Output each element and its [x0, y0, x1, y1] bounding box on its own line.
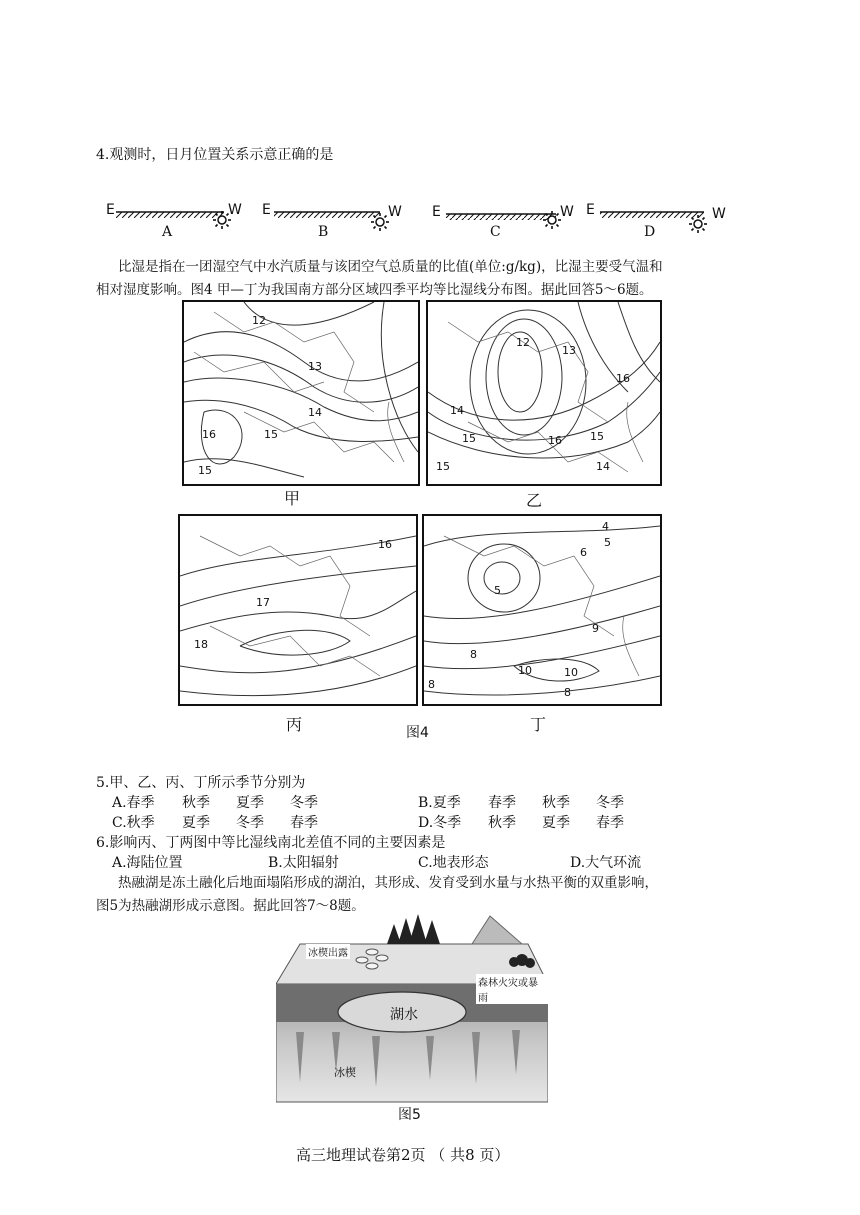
isoline-label: 16 [202, 428, 216, 441]
panel-label-bing: 丙 [286, 715, 303, 734]
page-footer: 高三地理试卷第2页 （ 共8 页） [296, 1146, 510, 1164]
isoline-label: 16 [378, 538, 392, 551]
q6-stem: 6.影响丙、丁两图中等比湿线南北差值不同的主要因素是 [96, 835, 446, 851]
figure-5-diagram [276, 912, 548, 1104]
q6-option-c[interactable]: C.地表形态 [418, 855, 489, 871]
label-lake-water: 湖水 [390, 1007, 418, 1023]
figure-5-caption: 图5 [398, 1107, 421, 1123]
isoline-label: 8 [470, 648, 477, 661]
isoline-label: 17 [256, 596, 270, 609]
isoline-label: 8 [428, 678, 435, 691]
map-panel-jia [182, 300, 420, 486]
isoline-label: 14 [596, 460, 610, 473]
map-panel-bing [178, 514, 418, 706]
isoline-label: 6 [580, 546, 587, 559]
isoline-label: 13 [308, 360, 322, 373]
option-d-west: W [712, 206, 726, 222]
isoline-label: 12 [252, 314, 266, 327]
option-d-east: E [586, 202, 595, 218]
q6-option-d[interactable]: D.大气环流 [570, 855, 642, 871]
isoline-label: 8 [564, 686, 571, 699]
option-a-label: A [162, 224, 173, 240]
isoline-label: 4 [602, 520, 609, 533]
isoline-label: 9 [592, 622, 599, 635]
option-c-label: C [490, 224, 501, 240]
isoline-label: 18 [194, 638, 208, 651]
isoline-label: 15 [462, 432, 476, 445]
option-c-west: W [560, 204, 574, 220]
isoline-label: 13 [562, 344, 576, 357]
figure-4-caption: 图4 [406, 725, 429, 741]
q5-option-b[interactable]: B.夏季 春季 秋季 冬季 [418, 795, 624, 811]
map-panel-ding [422, 514, 662, 706]
isoline-label: 14 [308, 406, 322, 419]
q5-option-c[interactable]: C.秋季 夏季 冬季 春季 [112, 815, 318, 831]
q4-options [104, 200, 744, 244]
panel-label-ding: 丁 [530, 715, 547, 734]
isoline-label: 5 [604, 536, 611, 549]
label-fire-rain: 森林火灾或暴雨 [476, 974, 548, 1004]
q5-stem: 5.甲、乙、丙、丁所示季节分别为 [96, 775, 306, 791]
isoline-label: 16 [616, 372, 630, 385]
option-c-east: E [432, 204, 441, 220]
label-ice-exposed: 冰楔出露 [306, 944, 350, 959]
isoline-label: 15 [436, 460, 450, 473]
isoline-label: 16 [548, 434, 562, 447]
option-b-east: E [262, 202, 271, 218]
q6-option-a[interactable]: A.海陆位置 [112, 855, 183, 871]
isoline-label: 15 [198, 464, 212, 477]
panel-label-yi: 乙 [526, 491, 543, 510]
isoline-label: 10 [564, 666, 578, 679]
option-b-west: W [388, 204, 402, 220]
panel-label-jia: 甲 [284, 489, 301, 508]
intro-5-6-line2: 相对湿度影响。图4 甲—丁为我国南方部分区域四季平均等比湿线分布图。据此回答5～6题。 [96, 282, 653, 298]
intro-7-8-line2: 图5为热融湖形成示意图。据此回答7～8题。 [96, 898, 365, 914]
option-a-west: W [228, 202, 242, 218]
q6-option-b[interactable]: B.太阳辐射 [268, 855, 339, 871]
isoline-label: 10 [518, 664, 532, 677]
isoline-label: 5 [494, 584, 501, 597]
label-ice-wedge: 冰楔 [334, 1066, 356, 1079]
intro-7-8-line1: 热融湖是冻土融化后地面塌陷形成的湖泊，其形成、发育受到水量与水热平衡的双重影响， [118, 875, 658, 891]
isoline-label: 15 [590, 430, 604, 443]
map-panel-yi [426, 300, 662, 486]
option-b-label: B [318, 224, 329, 240]
q5-option-a[interactable]: A.春季 秋季 夏季 冬季 [112, 795, 318, 811]
isoline-label: 12 [516, 336, 530, 349]
isoline-label: 15 [264, 428, 278, 441]
option-a-east: E [106, 202, 115, 218]
q4-stem: 4.观测时，日月位置关系示意正确的是 [96, 147, 334, 163]
isoline-label: 14 [450, 404, 464, 417]
intro-5-6-line1: 比湿是指在一团湿空气中水汽质量与该团空气总质量的比值(单位:g/kg)，比湿主要受气温和 [118, 259, 663, 275]
q5-option-d[interactable]: D.冬季 秋季 夏季 春季 [418, 815, 624, 831]
option-d-label: D [644, 224, 656, 240]
